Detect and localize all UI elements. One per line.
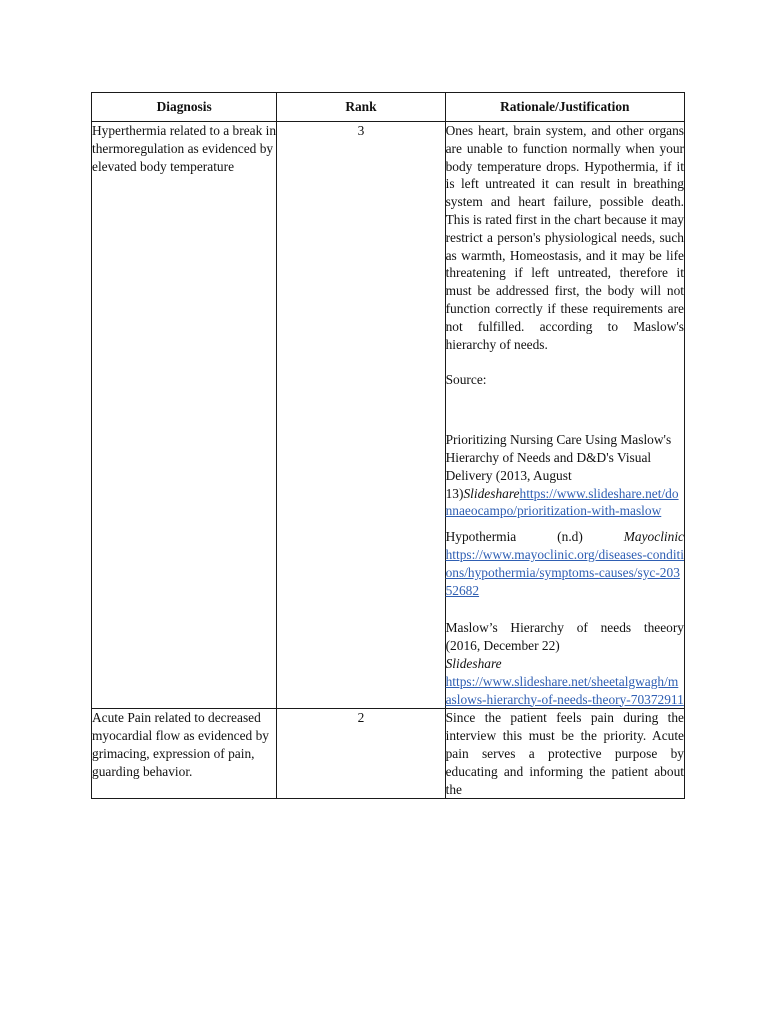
source-entry-1 <box>446 431 684 520</box>
table-row <box>92 709 685 799</box>
header-rationale: Rationale/Justification <box>445 93 684 122</box>
rationale-cell <box>445 709 684 799</box>
source-2-title: Hypothermia <box>445 529 517 545</box>
source-entry-3 <box>446 619 684 708</box>
source-2-date: (n.d) <box>557 529 583 545</box>
header-diagnosis: Diagnosis <box>92 93 277 122</box>
source-3-publisher: Slideshare <box>445 655 502 671</box>
source-3-text: Maslow’s Hierarchy of needs theeory (2016, December 22) <box>445 620 684 654</box>
source-2-publisher: Mayoclinic <box>623 529 684 545</box>
table-header-row <box>92 93 685 122</box>
diagnosis-cell: Hyperthermia related to a break in thermoregulation as evidenced by elevated body temperature <box>92 122 277 709</box>
rationale-text: Since the patient feels pain during the interview this must be the priority. Acute pain serves a protective purpose by educating and informing the patient about the <box>445 710 684 797</box>
header-rank: Rank <box>277 93 445 122</box>
source-1-publisher: Slideshare <box>463 485 520 501</box>
rationale-cell <box>445 122 684 709</box>
table-row <box>92 122 685 709</box>
rank-cell: 2 <box>277 709 445 799</box>
source-1-link[interactable]: https://www.slideshare.net/donnaeocampo/prioritization-with-maslow <box>445 485 679 519</box>
rationale-text: Ones heart, brain system, and other organs are unable to function normally when your body temperature drops. Hypothermia, if it is left untreated it can result in breathing system and heart failure, possible death. This is rated first in the chart because it may restrict a person's physiological needs, such as warmth, Homeostasis, and it may be life threatening if left untreated, therefore it must be addressed first, the body will not function correctly if these requirements are not fulfilled. according to Maslow's hierarchy of needs. <box>445 123 684 352</box>
nursing-care-plan-table <box>91 92 685 799</box>
source-label: Source: <box>445 372 487 388</box>
source-2-link[interactable]: https://www.mayoclinic.org/diseases-conditions/hypothermia/symptoms-causes/syc-20352682 <box>445 546 684 598</box>
diagnosis-cell: Acute Pain related to decreased myocardial flow as evidenced by grimacing, expression of pain, guarding behavior. <box>92 709 277 799</box>
source-1-text-b: 13) <box>445 485 464 501</box>
rank-cell: 3 <box>277 122 445 709</box>
source-1-text: Prioritizing Nursing Care Using Maslow's Hierarchy of Needs and D&D's Visual Delivery (2013, August <box>445 432 672 483</box>
source-entry-2 <box>446 528 684 599</box>
source-3-link[interactable]: https://www.slideshare.net/sheetalgwagh/maslows-hierarchy-of-needs-theory-70372911 <box>445 673 684 707</box>
